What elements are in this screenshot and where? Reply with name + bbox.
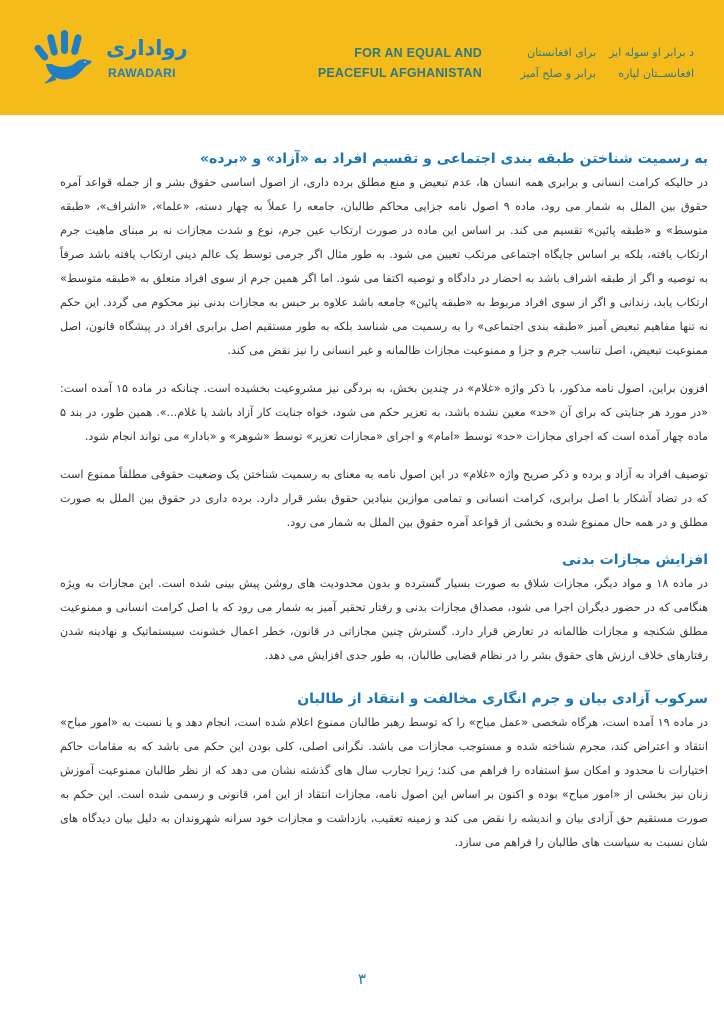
section-social-classification: [60, 148, 708, 535]
section-freedom-of-expression: [60, 688, 708, 855]
page-number: ۳: [357, 970, 367, 988]
tagline-english-line: PEACEFUL AFGHANISTAN: [317, 66, 482, 80]
rawadari-logo: [34, 30, 188, 86]
tagline-dari-line: برای افغانستان: [527, 46, 596, 59]
tagline-pashto-line: د برابر او سوله ایز: [609, 46, 694, 59]
paragraph: در حالیکه کرامت انسانی و برابری همه انسان ها، عدم تبعیض و منع مطلق برده داری، از اصول اساسی حقوق بشر و از جمله قواعد آمره حقوق بین الملل به شمار می رود، ماده ۹ اصول نامه جزایی محاکم طالبان، جامعه را عملاً به چهار دسته، «علما»، «اشراف»، «طبقه متوسط» و «طبقه پائین» تقسیم می کند. بر اساس این ماده در صورت ارتکاب عین جرم، نوع و شدت مجازات نه بر مبنای ماهیت جرم ارتکاب یافته، بلکه بر اساس جایگاه اجتماعی مرتکب تعیین می شود. به طور مثال اگر جرمی توسط یک عالم دینی ارتکاب یافته باشد صرفاً به توصیه و اگر از طبقه اشراف باشد به احضار در دادگاه و توصیه اکتفا می شود. اما اگر همین جرم از سوی افراد متعلق به «طبقه متوسط» ارتکاب یابد، زندانی و اگر از سوی افراد مربوط به «طبقه پائین» جامعه باشد علاوه بر حبس به مجازات بدنی نیز محکوم می گردد. این حکم نه تنها مفاهیم تبعیض آمیز «طبقه بندی اجتماعی» را به رسمیت می شناسد بلکه به طور مستقیم اصل برابری افراد در پیشگاه قانون، اصل ممنوعیت تبعیض، اصل تناسب جرم و جزا و ممنوعیت مجازات ظالمانه و غیر انسانی را نیز نقض می کند.: [60, 176, 708, 357]
paragraph: در ماده ۱۹ آمده است، هرگاه شخصی «عمل مباح» را که توسط رهبر طالبان ممنوع اعلام شده است، انجام دهد و یا نسبت به «امور مباح» انتقاد و اعتراض کند، مجرم شناخته شده و مستوجب مجازات می باشد. نگرانی اصلی، کلی بودن این حکم می باشد که به مقامات حاکم اختیارات نا محدود و امکان سؤ استفاده را فراهم می کند؛ زیرا تجارب سال های گذشته نشان می دهد که از نظر طالبان ممنوعیت آموزش زنان نیز بخشی از «امور مباح» بوده و اکنون بر اساس این اصول نامه، مجازات انتقاد از این امر، قانونی و رسمی شده است. این حکم به صورت مستقیم حق آزادی بیان و اندیشه را نقض می کند و زمینه تعقیب، بازداشت و مجازات خود سرانه شهروندان به دلیل بیان دیدگاه های شان نسبت به سیاست های طالبان را فراهم می سازد.: [60, 716, 709, 849]
tagline-english-line: FOR AN EQUAL AND: [354, 46, 482, 60]
document-body: [60, 148, 708, 855]
hand-dove-icon: [34, 30, 94, 86]
section-title: به رسمیت شناختن طبقه بندی اجتماعی و تقسیم افراد به «آزاد» و «برده»: [200, 151, 708, 167]
paragraph: افزون براین، اصول نامه مذکور، با ذکر واژه «غلام» در چندین بخش، به بردگی نیز مشروعیت بخشیده است. چنانکه در ماده ۱۵ آمده است: «در مورد هر جنایتی که برای آن «حد» معین نشده باشد، به تعزیر حکم می شود، خواه جنایت کار آزاد باشد یا غلام...». همین طور، در بند ۵ ماده چهار آمده است که اجرای مجازات «حد» توسط «امام» و اجرای «مجازات تعزیر» توسط «شوهر» و «بادار» می تواند انجام شود.: [60, 382, 708, 443]
paragraph: در ماده ۱۸ و مواد دیگر، مجازات شلاق به صورت بسیار گسترده و بدون محدودیت های روشن پیش بینی شده است. این مجازات به ویژه هنگامی که در حضور دیگران اجرا می شود، مصداق مجازات بدنی و رفتار تحقیر آمیز به شمار می رود که با اصل کرامت انسانی و ممنوعیت مطلق شکنجه و مجازات ظالمانه در تعارض قرار دارد. گسترش چنین مجازاتی در قانون، خطر اعمال خشونت سیستماتیک و نهادینه شدن رفتارهای خلاف ارزش های حقوق بشر را در نظام قضایی طالبان، به طور جدی افزایش می دهد.: [60, 577, 708, 662]
tagline-pashto-line: افغانســتان لپاره: [618, 67, 694, 80]
tagline-english: [318, 43, 482, 83]
section-corporal-punishment: [60, 549, 708, 668]
paragraph: توصیف افراد به آزاد و برده و ذکر صریح واژه «غلام» در این اصول نامه به معنای به رسمیت شناختن یک وضعیت حقوقی مطلقاً ممنوع است که در تضاد آشکار با اصل برابری، کرامت انسانی و تمامی موازین بنیادین حقوق بشر قرار دارد. برده داری در حقوق بین الملل به صورت مطلق و در همه حال ممنوع شده و بخشی از قواعد آمره حقوق بین الملل به شمار می رود.: [60, 468, 708, 529]
section-title: سرکوب آزادی بیان و جرم انگاری مخالفت و انتقاد از طالبان: [297, 691, 708, 707]
logo-name-english: RAWADARI: [108, 66, 176, 80]
logo-name-dari: رواداری: [106, 36, 188, 60]
section-title: افزایش مجازات بدنی: [562, 552, 708, 568]
page-header: [0, 0, 724, 115]
tagline-dari: [520, 42, 596, 84]
tagline-dari-line: برابر و صلح آمیز: [520, 67, 596, 80]
tagline-pashto: [609, 42, 694, 84]
